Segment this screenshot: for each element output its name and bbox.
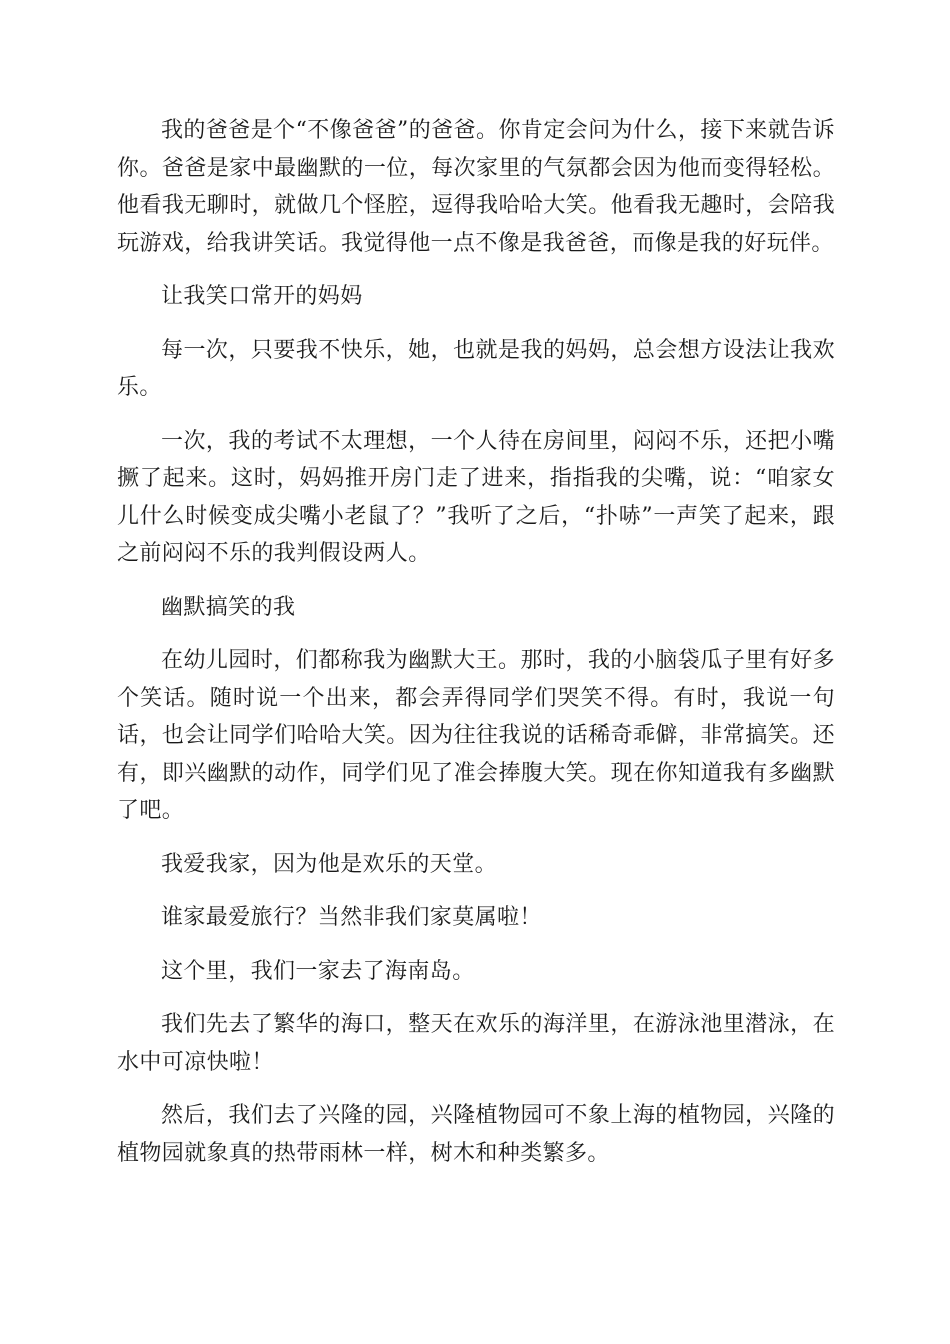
paragraph-mom-story: 一次，我的考试不太理想，一个人待在房间里，闷闷不乐，还把小嘴撅了起来。这时，妈妈推开房门走了进来，指指我的尖嘴，说：“咱家女儿什么时候变成尖嘴小老鼠了？”我听了之后，“扑哧”一声笑了起来，跟之前闷闷不乐的我判假设两人。 (117, 428, 835, 566)
paragraph-dad: 我的爸爸是个“不像爸爸”的爸爸。你肯定会问为什么，接下来就告诉你。爸爸是家中最幽默的一位，每次家里的气氛都会因为他而变得轻松。他看我无聊时，就做几个怪腔，逗得我哈哈大笑。他看我无趣时，会陪我玩游戏，给我讲笑话。我觉得他一点不像是我爸爸，而像是我的好玩伴。 (117, 118, 835, 256)
paragraph-travel: 谁家最爱旅行？当然非我们家莫属啦！ (161, 905, 542, 930)
document-body (117, 112, 835, 1188)
paragraph-mom-intro: 每一次，只要我不快乐，她，也就是我的妈妈，总会想方设法让我欢乐。 (117, 337, 835, 400)
section-heading-me: 幽默搞笑的我 (161, 594, 296, 620)
paragraph-xinglong: 然后，我们去了兴隆的园，兴隆植物园可不象上海的植物园，兴隆的植物园就象真的热带雨林一样，树木和种类繁多。 (117, 1103, 835, 1166)
section-heading-mom: 让我笑口常开的妈妈 (161, 284, 363, 309)
paragraph-me: 在幼儿园时，们都称我为幽默大王。那时，我的小脑袋瓜子里有好多个笑话。随时说一个出来，都会弄得同学们哭笑不得。有时，我说一句话，也会让同学们哈哈大笑。因为往往我说的话稀奇乖僻，非常搞笑。还有，即兴幽默的动作，同学们见了准会捧腹大笑。现在你知道我有多幽默了吧。 (117, 648, 835, 823)
paragraph-home: 我爱我家，因为他是欢乐的天堂。 (161, 851, 498, 877)
paragraph-hainan: 这个里，我们一家去了海南岛。 (161, 958, 475, 984)
paragraph-haikou: 我们先去了繁华的海口，整天在欢乐的海洋里，在游泳池里潜泳，在水中可凉快啦！ (117, 1012, 835, 1075)
